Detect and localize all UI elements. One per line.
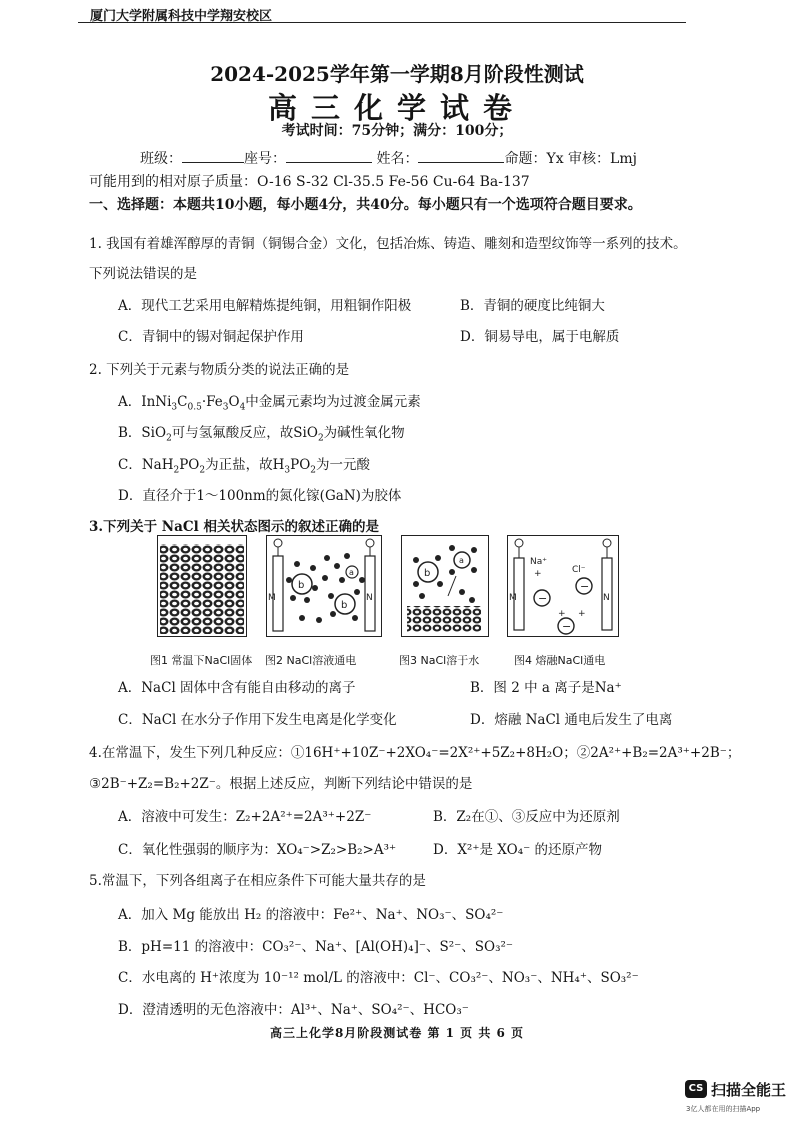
q1-option-a: A．现代工艺采用电解精炼提纯铜，用粗铜作阳极	[118, 298, 412, 314]
seat-label: 座号：	[244, 151, 286, 167]
q1-stem-line1: 1. 我国有着雄浑醇厚的青铜（铜锡合金）文化，包括冶炼、铸造、雕刻和造型纹饰等一系列的技术。	[89, 236, 687, 252]
q4-option-b: B．Z₂在①、③反应中为还原剂	[433, 809, 620, 825]
exam-title: 2024-2025学年第一学期8月阶段性测试	[210, 62, 584, 86]
svg-text:+: +	[578, 609, 586, 619]
q3-option-c: C．NaCl 在水分子作用下发生电离是化学变化	[118, 712, 397, 728]
seat-blank	[286, 148, 372, 163]
crystal-block	[407, 606, 481, 632]
svg-text:−: −	[538, 592, 548, 605]
q5-option-a: A．加入 Mg 能放出 H₂ 的溶液中：Fe²⁺、Na⁺、NO₃⁻、SO₄²⁻	[118, 907, 504, 923]
atomic-masses: 可能用到的相对原子质量：O-16 S-32 Cl-35.5 Fe-56 Cu-64 Ba-137	[89, 174, 530, 190]
fig4-terminal-right-icon	[603, 539, 611, 547]
camscanner-logo-icon: CS	[685, 1080, 707, 1098]
q4-option-c: C．氧化性强弱的顺序为：XO₄⁻>Z₂>B₂>A³⁺	[118, 842, 397, 858]
q3-option-b: B．图 2 中 a 离子是Na⁺	[470, 680, 622, 696]
terminal-left-icon	[274, 539, 282, 547]
q2-option-b: B．SiO$_2$可与氢氟酸反应，故SiO$_2$为碱性氧化物	[118, 425, 405, 444]
q5-option-b: B．pH=11 的溶液中：CO₃²⁻、Na⁺、[Al(OH)₄]⁻、S²⁻、SO₃²⁻	[118, 939, 514, 955]
arrow-icon	[448, 576, 456, 596]
svg-text:+: +	[558, 609, 566, 619]
fig3-ion-a-label: a	[459, 556, 464, 565]
q1-stem-line2: 下列说法错误的是	[89, 266, 197, 282]
svg-text:−: −	[580, 580, 590, 593]
terminal-right-icon	[366, 539, 374, 547]
section-1-title: 一、选择题：本题共10小题，每小题4分，共40分。每小题只有一个选项符合题目要求。	[89, 197, 642, 213]
q4-option-a: A．溶液中可发生：Z₂+2A²⁺=2A³⁺+2Z⁻	[118, 809, 372, 825]
name-blank	[418, 148, 504, 163]
ion-a-label: a	[349, 568, 354, 577]
ion-b-label: b	[298, 580, 305, 591]
fig3-ion-b-label: b	[424, 568, 431, 579]
scanner-tagline: 3亿人都在用的扫描App	[686, 1105, 761, 1113]
student-info-line	[140, 148, 637, 168]
figure-1-caption: 图1 常温下NaCl固体	[150, 654, 253, 667]
class-blank	[182, 148, 244, 163]
q3-stem: 3.下列关于 NaCl 相关状态图示的叙述正确的是	[89, 519, 379, 535]
q2-option-c: C．$NaH_2PO_2$为正盐，故$H_3PO_2$为一元酸	[118, 457, 370, 476]
figure-2-nacl-electrolysis	[266, 535, 382, 637]
paper-title: 高三化学试卷	[267, 91, 526, 125]
q2-option-d: D．直径介于1～100nm的氮化镓(GaN)为胶体	[118, 488, 402, 504]
q4-stem-line2: ③2B⁻+Z₂=B₂+2Z⁻。根据上述反应，判断下列结论中错误的是	[89, 776, 473, 792]
figure-3-caption: 图3 NaCl溶于水	[399, 654, 480, 667]
q3-option-d: D．熔融 NaCl 通电后发生了电离	[470, 712, 673, 728]
exam-info: 考试时间：75分钟；满分：100分；	[281, 123, 513, 139]
header-divider	[78, 22, 686, 23]
q5-option-c: C．水电离的 H⁺浓度为 10⁻¹² mol/L 的溶液中：Cl⁻、CO₃²⁻、NO₃⁻、NH₄⁺、SO₃²⁻	[118, 970, 639, 986]
svg-text:M: M	[509, 593, 517, 603]
q1-option-d: D．铜易导电，属于电解质	[460, 329, 620, 345]
q1-option-c: C．青铜中的锡对铜起保护作用	[118, 329, 304, 345]
figure-2-caption: 图2 NaCl溶液通电	[265, 654, 357, 667]
figure-3-nacl-dissolving	[401, 535, 489, 637]
lattice-graphic	[158, 536, 246, 636]
q5-option-d: D．澄清透明的无色溶液中：Al³⁺、Na⁺、SO₄²⁻、HCO₃⁻	[118, 1002, 469, 1018]
svg-text:−: −	[562, 620, 572, 633]
q5-stem: 5.常温下，下列各组离子在相应条件下可能大量共存的是	[89, 873, 426, 889]
svg-text:+: +	[534, 569, 542, 579]
q1-option-b: B．青铜的硬度比纯铜大	[460, 298, 605, 314]
na-label: Na⁺	[530, 557, 547, 567]
figure-4-caption: 图4 熔融NaCl通电	[514, 654, 606, 667]
page-footer: 高三上化学8月阶段测试卷 第 1 页 共 6 页	[269, 1026, 525, 1040]
q2-stem: 2. 下列关于元素与物质分类的说法正确的是	[89, 362, 350, 378]
q2-option-a: A．$InNi_3C_{0.5}\cdot Fe_3O_4$中金属元素均为过渡金属元素	[118, 394, 421, 413]
school-name: 厦门大学附属科技中学翔安校区	[90, 9, 273, 24]
electrode-n-label: N	[366, 593, 373, 603]
figure-4-molten-nacl	[507, 535, 619, 637]
ion-b-label-2: b	[341, 600, 348, 611]
q4-option-d: D．X²⁺是 XO₄⁻ 的还原产物	[433, 842, 603, 858]
figure-1-nacl-solid	[157, 535, 247, 637]
electrode-m-label: M	[268, 593, 276, 603]
class-label: 班级：	[140, 151, 182, 167]
name-label: 姓名：	[376, 151, 419, 167]
fig4-terminal-left-icon	[515, 539, 523, 547]
scanner-name: 扫描全能王	[711, 1081, 787, 1099]
q4-stem-line1: 4.在常温下，发生下列几种反应：①16H⁺+10Z⁻+2XO₄⁻=2X²⁺+5Z₂+8H₂O；②2A²⁺+B₂=2A³⁺+2B⁻；	[89, 745, 741, 761]
svg-text:N: N	[603, 593, 610, 603]
cl-label: Cl⁻	[572, 565, 586, 575]
author-reviewer: 命题：Yx 审核：Lmj	[504, 151, 637, 167]
q3-option-a: A．NaCl 固体中含有能自由移动的离子	[118, 680, 356, 696]
